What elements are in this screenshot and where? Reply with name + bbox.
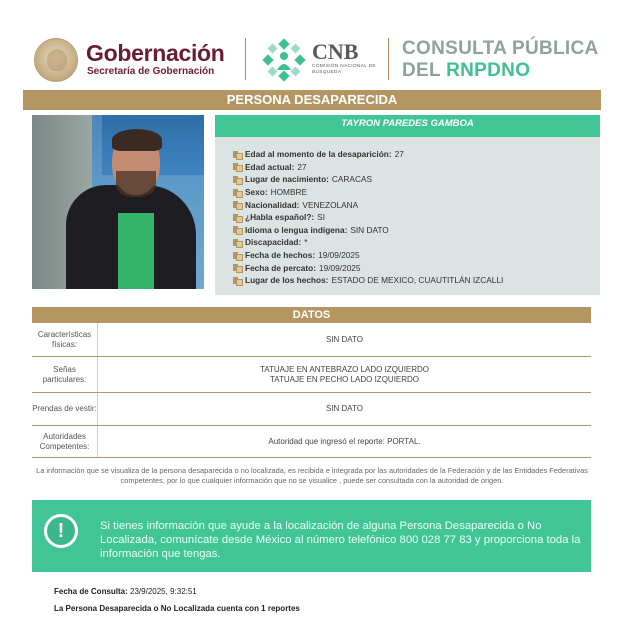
document-icon (233, 276, 242, 285)
datos-row-value (98, 323, 591, 356)
field-label: Sexo: (245, 187, 268, 198)
datos-row (32, 323, 591, 357)
field-value: CARACAS (331, 174, 373, 185)
datos-row-label: Prendas de vestir: (32, 393, 98, 425)
document-icon (233, 175, 242, 184)
datos-row-value (98, 393, 591, 425)
person-field (233, 148, 503, 161)
datos-row-label: Señas particulares: (32, 357, 98, 392)
person-field (233, 198, 503, 211)
persona-desaparecida-banner: PERSONA DESAPARECIDA (23, 90, 601, 110)
datos-value-line: TATUAJE EN PECHO LADO IZQUIERDO (269, 374, 420, 384)
datos-row-value (98, 426, 591, 457)
document-icon (233, 263, 242, 272)
reportes-count: La Persona Desaparecida o No Localizada cuenta con 1 reportes (54, 604, 300, 613)
fecha-consulta-label: Fecha de Consulta: (54, 587, 128, 596)
datos-value-line: SIN DATO (325, 404, 364, 413)
field-value: 27 (297, 161, 307, 172)
cnb-logo-icon (262, 38, 306, 82)
datos-value-line: Autoridad que ingresó el reporte: PORTAL. (268, 436, 421, 446)
cnb-subtitle: COMISIÓN NACIONAL DE BÚSQUEDA (312, 64, 376, 75)
person-photo (32, 115, 204, 289)
datos-row (32, 426, 591, 458)
alert-text: Si tienes información que ayude a la localización de alguna Persona Desaparecida o No Localizada, comunícate desde México al número telefónico 800 028 77 83 y proporciona toda la información que tengas. (100, 520, 581, 560)
fecha-consulta (54, 587, 197, 596)
person-field (233, 211, 503, 224)
document-icon (233, 162, 242, 171)
header-divider (388, 38, 389, 80)
document-icon (233, 188, 242, 197)
person-field (233, 236, 503, 249)
person-field (233, 186, 503, 199)
gobernacion-title: Gobernación (86, 40, 225, 66)
person-field (233, 261, 503, 274)
field-value: HOMBRE (270, 187, 308, 198)
person-name: TAYRON PAREDES GAMBOA (215, 115, 600, 137)
exclamation-icon: ! (44, 514, 78, 548)
field-label: Discapacidad: (245, 237, 302, 248)
field-value: VENEZOLANA (302, 199, 359, 210)
field-value: SIN DATO (350, 224, 389, 235)
field-label: Lugar de nacimiento: (245, 174, 329, 185)
field-value: ESTADO DE MEXICO, CUAUTITLÁN IZCALLI (331, 275, 504, 286)
field-label: Edad actual: (245, 161, 295, 172)
field-label: ¿Habla español?: (245, 212, 315, 223)
field-value: * (304, 237, 308, 248)
field-label: Fecha de percato: (245, 262, 317, 273)
document-icon (233, 225, 242, 234)
document-icon (233, 150, 242, 159)
datos-row-label: Características físicas: (32, 323, 98, 356)
person-field (233, 249, 503, 262)
gobernacion-subtitle: Secretaría de Gobernación (87, 66, 215, 77)
cnb-title: CNB (312, 39, 359, 64)
field-value: SI (317, 212, 325, 223)
person-fields (233, 148, 503, 287)
fecha-consulta-value: 23/9/2025, 9:32:51 (130, 587, 197, 596)
disclaimer-text: La información que se visualiza de la persona desaparecida o no localizada, es recibida e integrada por las autoridades de la Federación y de las Entidades Federativas competentes, por lo que cualquier información que no se visualice , puede ser consultada con la autoridad de origen. (36, 466, 588, 485)
field-label: Edad al momento de la desaparición: (245, 149, 392, 160)
consulta-title-line1: CONSULTA PÚBLICA (402, 38, 599, 59)
header-divider (245, 38, 246, 80)
document-icon (233, 213, 242, 222)
datos-row (32, 393, 591, 426)
mexico-seal-logo (34, 38, 78, 82)
datos-value-line: SIN DATO (325, 334, 364, 344)
person-field (233, 274, 503, 287)
person-field (233, 173, 503, 186)
field-label: Lugar de los hechos: (245, 275, 329, 286)
consulta-title-line2: DEL RNPDNO (402, 60, 531, 81)
field-label: Fecha de hechos: (245, 250, 316, 261)
page-header (0, 0, 624, 88)
document-icon (233, 200, 242, 209)
datos-row-value (98, 357, 591, 392)
datos-table (32, 323, 591, 458)
person-info-panel (215, 115, 600, 295)
field-value: 19/09/2025 (319, 262, 361, 273)
datos-row-label: Autoridades Competentes: (32, 426, 98, 457)
person-field (233, 224, 503, 237)
document-icon (233, 238, 242, 247)
datos-header: DATOS (32, 307, 591, 323)
field-label: Idioma o lengua indígena: (245, 224, 348, 235)
person-field (233, 161, 503, 174)
contact-alert (32, 500, 591, 572)
field-label: Nacionalidad: (245, 199, 300, 210)
datos-row (32, 357, 591, 393)
field-value: 19/09/2025 (318, 250, 360, 261)
datos-value-line: TATUAJE EN ANTEBRAZO LADO IZQUIERDO (259, 364, 430, 374)
field-value: 27 (394, 149, 404, 160)
document-icon (233, 251, 242, 260)
